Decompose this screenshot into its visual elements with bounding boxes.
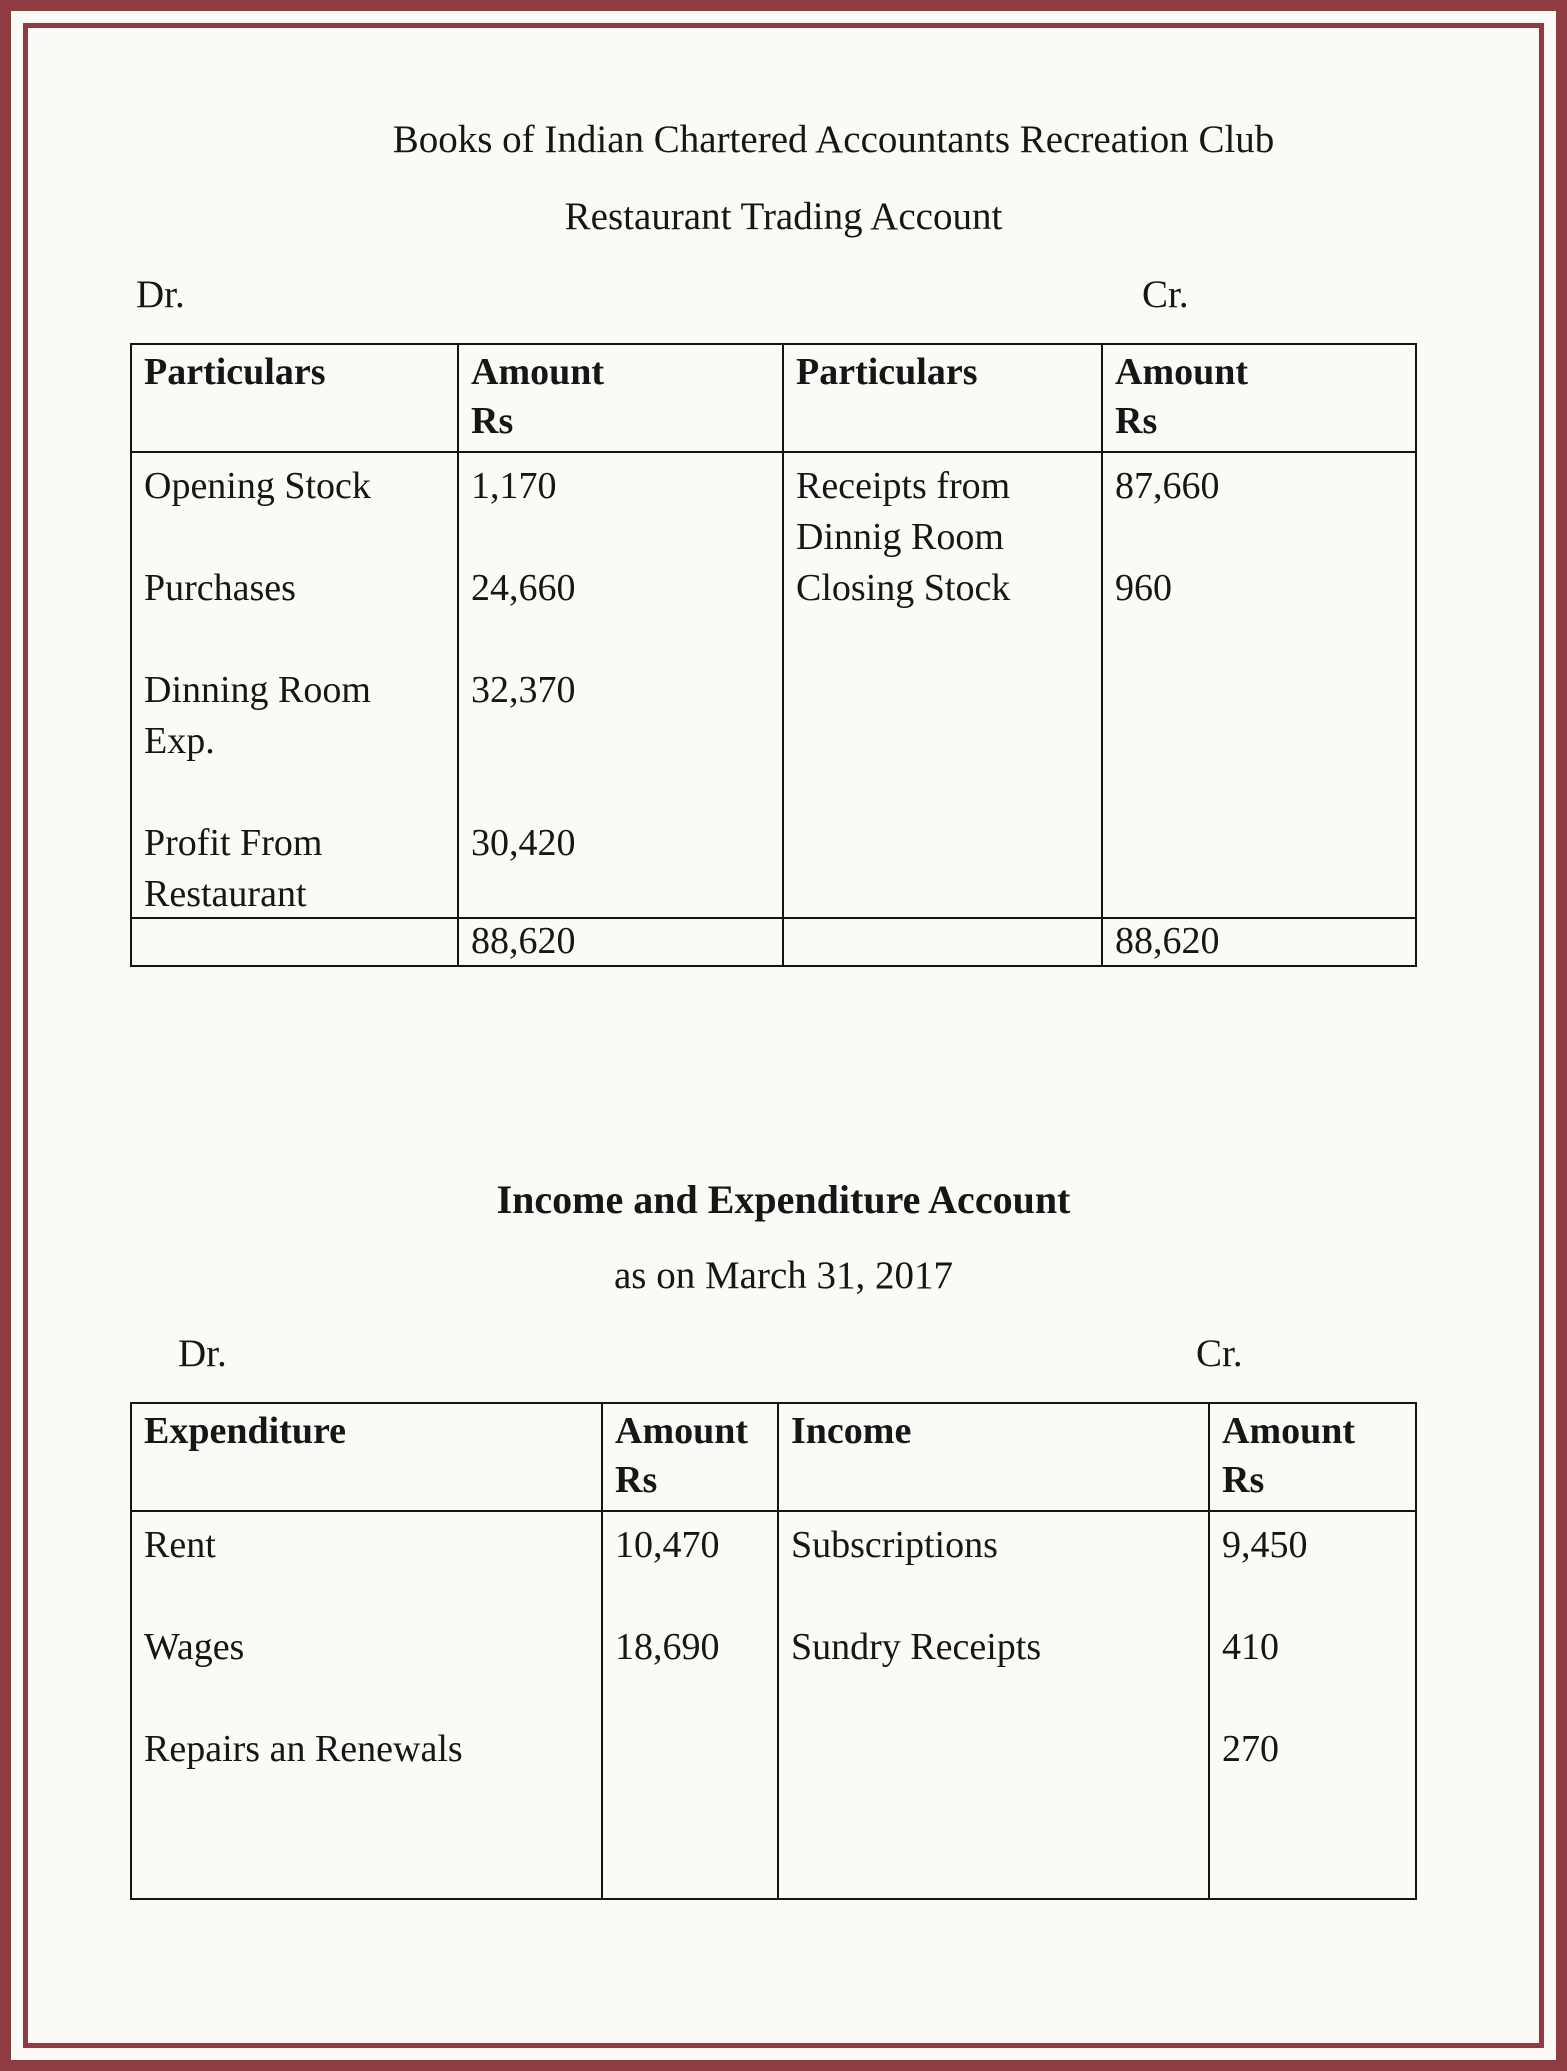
table-body [132, 1512, 1415, 1898]
table-cell [1115, 512, 1403, 563]
table-total-cell: 88,620 [459, 919, 784, 965]
table-cell [1222, 1673, 1403, 1724]
table-cell: Dinning Room [144, 669, 371, 711]
table-header-text: Amount [1222, 1410, 1356, 1452]
table-header-text: Amount [471, 351, 605, 393]
table-cell: Opening Stock [144, 465, 371, 507]
doc-title: Books of Indian Chartered Accountants Recreation Club [392, 118, 1275, 161]
table-header-row [132, 1404, 1415, 1512]
table-cell: Profit From [144, 822, 323, 864]
table-cell [471, 614, 770, 665]
table-cell: 9,450 [1222, 1524, 1308, 1566]
table-cell [615, 1673, 765, 1724]
table-column [784, 453, 1103, 917]
table-cell [796, 818, 1089, 869]
table-total-cell [132, 919, 459, 965]
table-cell: Receipts from [796, 465, 1011, 507]
table-cell [1115, 869, 1403, 917]
dr-cr-row [130, 1330, 1417, 1378]
table-header-cell [784, 345, 1103, 453]
table-header-cell [132, 1404, 603, 1512]
table-cell: 24,660 [471, 567, 576, 609]
table-cell: Closing Stock [796, 567, 1011, 609]
table-cell [144, 1673, 589, 1724]
table-cell: 32,370 [471, 669, 576, 711]
trading-account-table [130, 343, 1417, 967]
table-cell [1115, 767, 1403, 818]
table-cell [796, 767, 1089, 818]
table-header-text: Particulars [144, 351, 326, 393]
table-cell [471, 869, 770, 917]
table-cell [796, 869, 1089, 917]
table-cell: Restaurant [144, 873, 307, 915]
income-expenditure-title: Income and Expenditure Account [496, 1177, 1071, 1222]
table-cell: Exp. [144, 720, 215, 762]
table-header-text: Income [791, 1410, 912, 1452]
table-column [132, 1512, 603, 1898]
table-cell [471, 767, 770, 818]
table-cell [1115, 614, 1403, 665]
table-total-cell: 88,620 [1115, 920, 1220, 962]
table-cell: 30,420 [471, 822, 576, 864]
document [28, 28, 1539, 1900]
dr-label: Dr. [136, 273, 185, 316]
table-header-row [132, 345, 1415, 453]
table-cell [144, 512, 445, 563]
table-cell [1115, 716, 1403, 767]
table-cell [1115, 818, 1403, 869]
table-cell: Repairs an Renewals [144, 1728, 463, 1770]
table-column [779, 1512, 1210, 1898]
section-trading-account [28, 193, 1539, 967]
table-header-cell [459, 345, 784, 453]
table-column [459, 453, 784, 917]
table-cell: 87,660 [1115, 465, 1220, 507]
table-cell [144, 1571, 589, 1622]
table-cell: Sundry Receipts [791, 1626, 1042, 1668]
table-cell [796, 614, 1089, 665]
table-column [132, 453, 459, 917]
table-column [1103, 453, 1415, 917]
table-cell: Purchases [144, 567, 296, 609]
table-header-text: Particulars [796, 351, 978, 393]
table-header-text: Expenditure [144, 1410, 347, 1452]
table-header-text: Rs [471, 400, 514, 442]
table-cell [615, 1724, 765, 1775]
income-expenditure-table [130, 1402, 1417, 1900]
table-cell [144, 767, 445, 818]
table-cell [471, 512, 770, 563]
table-header-cell [603, 1404, 779, 1512]
table-body [132, 453, 1415, 917]
inner-frame [23, 23, 1544, 2048]
table-header-text: Amount [1115, 351, 1249, 393]
table-cell: 270 [1222, 1728, 1279, 1770]
table-cell: 10,470 [615, 1524, 720, 1566]
table-cell: Wages [144, 1626, 245, 1668]
cr-label: Cr. [1142, 273, 1189, 316]
table-cell [796, 665, 1089, 716]
table-total-cell [784, 919, 1103, 965]
table-column [603, 1512, 779, 1898]
dr-label: Dr. [178, 1332, 227, 1375]
table-cell [144, 614, 445, 665]
table-header-cell [779, 1404, 1210, 1512]
table-cell [796, 716, 1089, 767]
cr-label: Cr. [1196, 1332, 1243, 1375]
table-header-cell [1103, 345, 1415, 453]
trading-account-title: Restaurant Trading Account [564, 195, 1003, 238]
table-cell [471, 716, 770, 767]
table-cell [1222, 1571, 1403, 1622]
table-header-cell [132, 345, 459, 453]
table-header-cell [1210, 1404, 1415, 1512]
table-cell: 960 [1115, 567, 1172, 609]
table-cell: Rent [144, 1524, 216, 1566]
table-cell [791, 1571, 1196, 1622]
table-cell: 18,690 [615, 1626, 720, 1668]
table-column [1210, 1512, 1415, 1898]
table-cell: 1,170 [471, 465, 557, 507]
table-total-row [132, 917, 1415, 965]
table-cell: Dinnig Room [796, 516, 1004, 558]
table-cell [791, 1724, 1196, 1775]
table-cell [1115, 665, 1403, 716]
table-cell [615, 1571, 765, 1622]
table-header-text: Rs [1222, 1459, 1265, 1501]
table-cell: 410 [1222, 1626, 1279, 1668]
table-header-text: Rs [615, 1459, 658, 1501]
table-header-text: Rs [1115, 400, 1158, 442]
table-cell: Subscriptions [791, 1524, 998, 1566]
section-income-expenditure [28, 1175, 1539, 1900]
table-cell [791, 1673, 1196, 1724]
income-expenditure-date: as on March 31, 2017 [613, 1254, 954, 1297]
dr-cr-row [130, 271, 1417, 319]
table-header-text: Amount [615, 1410, 749, 1452]
